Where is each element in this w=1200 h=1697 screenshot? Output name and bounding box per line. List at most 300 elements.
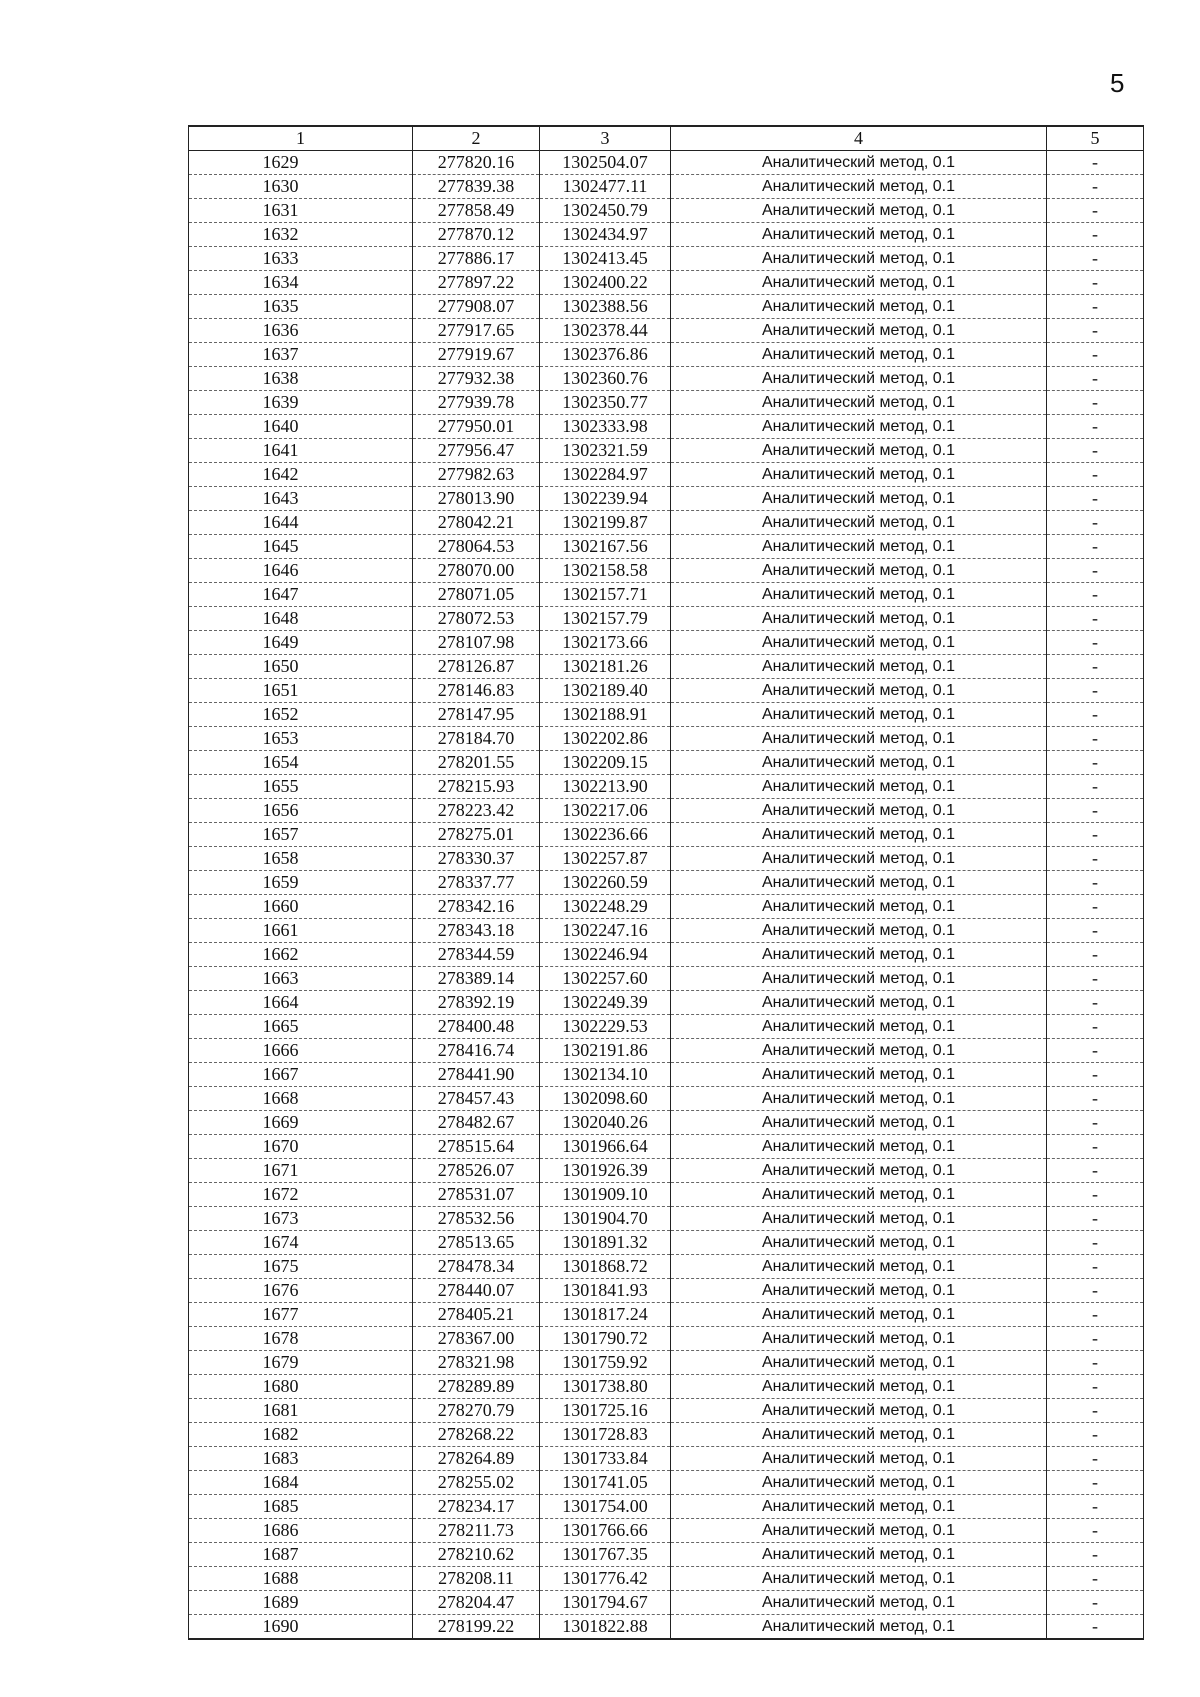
method-cell: Аналитический метод, 0.1: [671, 1303, 1047, 1327]
coordinate-y: 1301741.05: [540, 1471, 671, 1495]
table-row: [189, 1183, 1144, 1207]
point-number: 1686: [189, 1519, 413, 1543]
coordinate-y: 1301754.00: [540, 1495, 671, 1519]
coordinate-y: 1301841.93: [540, 1279, 671, 1303]
note-cell: -: [1047, 1327, 1144, 1351]
method-cell: Аналитический метод, 0.1: [671, 1591, 1047, 1615]
point-number: 1652: [189, 703, 413, 727]
coordinate-x: 278400.48: [413, 1015, 540, 1039]
coordinate-y: 1302260.59: [540, 871, 671, 895]
coordinate-x: 278126.87: [413, 655, 540, 679]
method-cell: Аналитический метод, 0.1: [671, 655, 1047, 679]
coordinate-y: 1302248.29: [540, 895, 671, 919]
note-cell: -: [1047, 967, 1144, 991]
coordinate-y: 1302173.66: [540, 631, 671, 655]
coordinate-x: 278264.89: [413, 1447, 540, 1471]
note-cell: -: [1047, 223, 1144, 247]
note-cell: -: [1047, 511, 1144, 535]
table-row: [189, 367, 1144, 391]
coordinate-x: 277886.17: [413, 247, 540, 271]
point-number: 1688: [189, 1567, 413, 1591]
coordinate-x: 278211.73: [413, 1519, 540, 1543]
note-cell: -: [1047, 1207, 1144, 1231]
table-row: [189, 1159, 1144, 1183]
header-col-3: 3: [540, 126, 671, 151]
coordinate-x: 278457.43: [413, 1087, 540, 1111]
method-cell: Аналитический метод, 0.1: [671, 991, 1047, 1015]
method-cell: Аналитический метод, 0.1: [671, 919, 1047, 943]
coordinate-y: 1302157.71: [540, 583, 671, 607]
point-number: 1660: [189, 895, 413, 919]
method-cell: Аналитический метод, 0.1: [671, 823, 1047, 847]
coordinate-y: 1301767.35: [540, 1543, 671, 1567]
coordinate-y: 1302167.56: [540, 535, 671, 559]
table-row: [189, 295, 1144, 319]
method-cell: Аналитический метод, 0.1: [671, 559, 1047, 583]
table-row: [189, 271, 1144, 295]
coordinate-x: 278204.47: [413, 1591, 540, 1615]
coordinate-x: 278330.37: [413, 847, 540, 871]
table-row: [189, 1351, 1144, 1375]
coordinate-x: 277956.47: [413, 439, 540, 463]
coordinate-y: 1302098.60: [540, 1087, 671, 1111]
note-cell: -: [1047, 1447, 1144, 1471]
table-row: [189, 607, 1144, 631]
coordinate-x: 278071.05: [413, 583, 540, 607]
note-cell: -: [1047, 1519, 1144, 1543]
method-cell: Аналитический метод, 0.1: [671, 1087, 1047, 1111]
note-cell: -: [1047, 871, 1144, 895]
table-row: [189, 1495, 1144, 1519]
method-cell: Аналитический метод, 0.1: [671, 751, 1047, 775]
note-cell: -: [1047, 343, 1144, 367]
header-col-2: 2: [413, 126, 540, 151]
coordinate-y: 1302413.45: [540, 247, 671, 271]
point-number: 1654: [189, 751, 413, 775]
coordinate-x: 278343.18: [413, 919, 540, 943]
point-number: 1678: [189, 1327, 413, 1351]
coordinate-y: 1302249.39: [540, 991, 671, 1015]
coordinate-x: 278440.07: [413, 1279, 540, 1303]
note-cell: -: [1047, 535, 1144, 559]
point-number: 1661: [189, 919, 413, 943]
table-row: [189, 559, 1144, 583]
note-cell: -: [1047, 1159, 1144, 1183]
method-cell: Аналитический метод, 0.1: [671, 511, 1047, 535]
table-row: [189, 1615, 1144, 1640]
table-row: [189, 703, 1144, 727]
point-number: 1644: [189, 511, 413, 535]
table-row: [189, 655, 1144, 679]
method-cell: Аналитический метод, 0.1: [671, 943, 1047, 967]
point-number: 1677: [189, 1303, 413, 1327]
point-number: 1642: [189, 463, 413, 487]
table-row: [189, 487, 1144, 511]
point-number: 1657: [189, 823, 413, 847]
method-cell: Аналитический метод, 0.1: [671, 631, 1047, 655]
note-cell: -: [1047, 559, 1144, 583]
table-row: [189, 1327, 1144, 1351]
table-row: [189, 1231, 1144, 1255]
point-number: 1645: [189, 535, 413, 559]
table-row: [189, 343, 1144, 367]
note-cell: -: [1047, 439, 1144, 463]
coordinate-x: 278107.98: [413, 631, 540, 655]
method-cell: Аналитический метод, 0.1: [671, 703, 1047, 727]
coordinate-y: 1302434.97: [540, 223, 671, 247]
coordinate-x: 278223.42: [413, 799, 540, 823]
point-number: 1656: [189, 799, 413, 823]
point-number: 1662: [189, 943, 413, 967]
method-cell: Аналитический метод, 0.1: [671, 295, 1047, 319]
table-row: [189, 631, 1144, 655]
coordinate-x: 278146.83: [413, 679, 540, 703]
coordinate-y: 1302157.79: [540, 607, 671, 631]
note-cell: -: [1047, 1567, 1144, 1591]
coordinate-x: 278416.74: [413, 1039, 540, 1063]
note-cell: -: [1047, 847, 1144, 871]
table-row: [189, 319, 1144, 343]
coordinate-x: 277932.38: [413, 367, 540, 391]
method-cell: Аналитический метод, 0.1: [671, 1159, 1047, 1183]
method-cell: Аналитический метод, 0.1: [671, 1135, 1047, 1159]
table-row: [189, 1279, 1144, 1303]
point-number: 1674: [189, 1231, 413, 1255]
coordinate-x: 277982.63: [413, 463, 540, 487]
coordinate-y: 1302229.53: [540, 1015, 671, 1039]
note-cell: -: [1047, 895, 1144, 919]
point-number: 1629: [189, 151, 413, 175]
method-cell: Аналитический метод, 0.1: [671, 343, 1047, 367]
table-header-row: [189, 126, 1144, 151]
point-number: 1638: [189, 367, 413, 391]
coordinate-y: 1302477.11: [540, 175, 671, 199]
note-cell: -: [1047, 1111, 1144, 1135]
coordinate-y: 1302202.86: [540, 727, 671, 751]
coordinate-y: 1302134.10: [540, 1063, 671, 1087]
method-cell: Аналитический метод, 0.1: [671, 487, 1047, 511]
coordinate-y: 1301728.83: [540, 1423, 671, 1447]
header-col-4: 4: [671, 126, 1047, 151]
coordinate-y: 1301766.66: [540, 1519, 671, 1543]
table-row: [189, 799, 1144, 823]
note-cell: -: [1047, 799, 1144, 823]
method-cell: Аналитический метод, 0.1: [671, 1039, 1047, 1063]
method-cell: Аналитический метод, 0.1: [671, 319, 1047, 343]
point-number: 1655: [189, 775, 413, 799]
coordinate-y: 1302247.16: [540, 919, 671, 943]
note-cell: -: [1047, 1231, 1144, 1255]
method-cell: Аналитический метод, 0.1: [671, 439, 1047, 463]
table-row: [189, 871, 1144, 895]
point-number: 1646: [189, 559, 413, 583]
coordinate-y: 1301966.64: [540, 1135, 671, 1159]
coordinate-y: 1302189.40: [540, 679, 671, 703]
coordinate-x: 277939.78: [413, 391, 540, 415]
point-number: 1670: [189, 1135, 413, 1159]
method-cell: Аналитический метод, 0.1: [671, 607, 1047, 631]
note-cell: -: [1047, 679, 1144, 703]
method-cell: Аналитический метод, 0.1: [671, 151, 1047, 175]
note-cell: -: [1047, 367, 1144, 391]
note-cell: -: [1047, 1543, 1144, 1567]
table-row: [189, 415, 1144, 439]
table-row: [189, 943, 1144, 967]
table-row: [189, 967, 1144, 991]
coordinate-y: 1302284.97: [540, 463, 671, 487]
point-number: 1640: [189, 415, 413, 439]
table-row: [189, 247, 1144, 271]
coordinate-x: 278215.93: [413, 775, 540, 799]
table-row: [189, 1039, 1144, 1063]
note-cell: -: [1047, 583, 1144, 607]
point-number: 1671: [189, 1159, 413, 1183]
coordinate-x: 278064.53: [413, 535, 540, 559]
method-cell: Аналитический метод, 0.1: [671, 535, 1047, 559]
note-cell: -: [1047, 703, 1144, 727]
coordinate-x: 278275.01: [413, 823, 540, 847]
coordinate-y: 1302321.59: [540, 439, 671, 463]
note-cell: -: [1047, 919, 1144, 943]
table-row: [189, 1423, 1144, 1447]
note-cell: -: [1047, 1135, 1144, 1159]
method-cell: Аналитический метод, 0.1: [671, 1519, 1047, 1543]
point-number: 1681: [189, 1399, 413, 1423]
coordinate-y: 1301904.70: [540, 1207, 671, 1231]
note-cell: -: [1047, 1423, 1144, 1447]
coordinate-x: 277908.07: [413, 295, 540, 319]
point-number: 1659: [189, 871, 413, 895]
table-row: [189, 919, 1144, 943]
header-col-1: 1: [189, 126, 413, 151]
point-number: 1683: [189, 1447, 413, 1471]
method-cell: Аналитический метод, 0.1: [671, 1015, 1047, 1039]
coordinate-y: 1301868.72: [540, 1255, 671, 1279]
coordinate-x: 278199.22: [413, 1615, 540, 1640]
coordinate-x: 278210.62: [413, 1543, 540, 1567]
method-cell: Аналитический метод, 0.1: [671, 247, 1047, 271]
table-row: [189, 1519, 1144, 1543]
table-row: [189, 463, 1144, 487]
table-row: [189, 223, 1144, 247]
coordinate-x: 278289.89: [413, 1375, 540, 1399]
table-row: [189, 1543, 1144, 1567]
note-cell: -: [1047, 1063, 1144, 1087]
point-number: 1672: [189, 1183, 413, 1207]
coordinate-y: 1301926.39: [540, 1159, 671, 1183]
method-cell: Аналитический метод, 0.1: [671, 223, 1047, 247]
point-number: 1673: [189, 1207, 413, 1231]
coordinate-x: 278072.53: [413, 607, 540, 631]
method-cell: Аналитический метод, 0.1: [671, 1543, 1047, 1567]
note-cell: -: [1047, 463, 1144, 487]
point-number: 1648: [189, 607, 413, 631]
coordinate-y: 1302376.86: [540, 343, 671, 367]
coordinate-y: 1302400.22: [540, 271, 671, 295]
coordinate-y: 1301817.24: [540, 1303, 671, 1327]
point-number: 1687: [189, 1543, 413, 1567]
method-cell: Аналитический метод, 0.1: [671, 1207, 1047, 1231]
method-cell: Аналитический метод, 0.1: [671, 199, 1047, 223]
point-number: 1669: [189, 1111, 413, 1135]
point-number: 1637: [189, 343, 413, 367]
coordinate-y: 1302504.07: [540, 151, 671, 175]
coordinate-x: 278478.34: [413, 1255, 540, 1279]
note-cell: -: [1047, 823, 1144, 847]
coordinate-x: 278441.90: [413, 1063, 540, 1087]
coordinate-x: 277917.65: [413, 319, 540, 343]
coordinate-x: 278270.79: [413, 1399, 540, 1423]
note-cell: -: [1047, 607, 1144, 631]
table-row: [189, 1111, 1144, 1135]
point-number: 1665: [189, 1015, 413, 1039]
point-number: 1685: [189, 1495, 413, 1519]
header-col-5: 5: [1047, 126, 1144, 151]
coordinate-y: 1302388.56: [540, 295, 671, 319]
coordinate-y: 1301794.67: [540, 1591, 671, 1615]
coordinate-y: 1301909.10: [540, 1183, 671, 1207]
table-row: [189, 823, 1144, 847]
point-number: 1690: [189, 1615, 413, 1640]
method-cell: Аналитический метод, 0.1: [671, 799, 1047, 823]
coordinate-y: 1302239.94: [540, 487, 671, 511]
method-cell: Аналитический метод, 0.1: [671, 367, 1047, 391]
coordinate-y: 1302246.94: [540, 943, 671, 967]
method-cell: Аналитический метод, 0.1: [671, 1375, 1047, 1399]
method-cell: Аналитический метод, 0.1: [671, 1423, 1047, 1447]
note-cell: -: [1047, 1375, 1144, 1399]
coordinate-y: 1302199.87: [540, 511, 671, 535]
table-row: [189, 727, 1144, 751]
point-number: 1676: [189, 1279, 413, 1303]
coordinate-x: 278392.19: [413, 991, 540, 1015]
method-cell: Аналитический метод, 0.1: [671, 1063, 1047, 1087]
note-cell: -: [1047, 631, 1144, 655]
coordinate-x: 277820.16: [413, 151, 540, 175]
method-cell: Аналитический метод, 0.1: [671, 1615, 1047, 1640]
method-cell: Аналитический метод, 0.1: [671, 271, 1047, 295]
coordinate-x: 278344.59: [413, 943, 540, 967]
method-cell: Аналитический метод, 0.1: [671, 415, 1047, 439]
table-row: [189, 1591, 1144, 1615]
table-row: [189, 1063, 1144, 1087]
note-cell: -: [1047, 199, 1144, 223]
method-cell: Аналитический метод, 0.1: [671, 1399, 1047, 1423]
point-number: 1634: [189, 271, 413, 295]
note-cell: -: [1047, 247, 1144, 271]
method-cell: Аналитический метод, 0.1: [671, 175, 1047, 199]
page-number: 5: [1110, 68, 1125, 98]
coordinate-y: 1302158.58: [540, 559, 671, 583]
method-cell: Аналитический метод, 0.1: [671, 1183, 1047, 1207]
coordinate-x: 278070.00: [413, 559, 540, 583]
coordinate-x: 278321.98: [413, 1351, 540, 1375]
point-number: 1632: [189, 223, 413, 247]
method-cell: Аналитический метод, 0.1: [671, 391, 1047, 415]
note-cell: -: [1047, 319, 1144, 343]
point-number: 1650: [189, 655, 413, 679]
point-number: 1639: [189, 391, 413, 415]
coordinate-y: 1301759.92: [540, 1351, 671, 1375]
point-number: 1649: [189, 631, 413, 655]
method-cell: Аналитический метод, 0.1: [671, 1279, 1047, 1303]
coordinate-y: 1302181.26: [540, 655, 671, 679]
note-cell: -: [1047, 1015, 1144, 1039]
method-cell: Аналитический метод, 0.1: [671, 727, 1047, 751]
coordinate-y: 1301733.84: [540, 1447, 671, 1471]
coordinate-y: 1302209.15: [540, 751, 671, 775]
point-number: 1647: [189, 583, 413, 607]
note-cell: -: [1047, 1351, 1144, 1375]
point-number: 1633: [189, 247, 413, 271]
coordinate-x: 277919.67: [413, 343, 540, 367]
table-row: [189, 1255, 1144, 1279]
note-cell: -: [1047, 727, 1144, 751]
coordinate-x: 278405.21: [413, 1303, 540, 1327]
note-cell: -: [1047, 1255, 1144, 1279]
coordinate-y: 1301891.32: [540, 1231, 671, 1255]
coordinate-y: 1302360.76: [540, 367, 671, 391]
note-cell: -: [1047, 295, 1144, 319]
point-number: 1663: [189, 967, 413, 991]
table-row: [189, 511, 1144, 535]
coordinate-x: 278532.56: [413, 1207, 540, 1231]
method-cell: Аналитический метод, 0.1: [671, 463, 1047, 487]
point-number: 1680: [189, 1375, 413, 1399]
method-cell: Аналитический метод, 0.1: [671, 847, 1047, 871]
point-number: 1679: [189, 1351, 413, 1375]
method-cell: Аналитический метод, 0.1: [671, 1255, 1047, 1279]
note-cell: -: [1047, 487, 1144, 511]
point-number: 1666: [189, 1039, 413, 1063]
coordinate-y: 1301725.16: [540, 1399, 671, 1423]
table-row: [189, 151, 1144, 175]
method-cell: Аналитический метод, 0.1: [671, 895, 1047, 919]
note-cell: -: [1047, 943, 1144, 967]
note-cell: -: [1047, 1303, 1144, 1327]
note-cell: -: [1047, 991, 1144, 1015]
point-number: 1658: [189, 847, 413, 871]
table-row: [189, 1207, 1144, 1231]
table-row: [189, 775, 1144, 799]
coordinate-y: 1302213.90: [540, 775, 671, 799]
coordinate-y: 1301822.88: [540, 1615, 671, 1640]
point-number: 1641: [189, 439, 413, 463]
point-number: 1635: [189, 295, 413, 319]
coordinate-y: 1302450.79: [540, 199, 671, 223]
point-number: 1667: [189, 1063, 413, 1087]
table-row: [189, 1447, 1144, 1471]
point-number: 1675: [189, 1255, 413, 1279]
method-cell: Аналитический метод, 0.1: [671, 1471, 1047, 1495]
method-cell: Аналитический метод, 0.1: [671, 967, 1047, 991]
method-cell: Аналитический метод, 0.1: [671, 1495, 1047, 1519]
table-row: [189, 1015, 1144, 1039]
coordinates-table: [188, 125, 1144, 1640]
coordinate-x: 277897.22: [413, 271, 540, 295]
coordinate-y: 1301790.72: [540, 1327, 671, 1351]
coordinate-x: 278268.22: [413, 1423, 540, 1447]
coordinate-x: 278042.21: [413, 511, 540, 535]
coordinate-y: 1302188.91: [540, 703, 671, 727]
point-number: 1653: [189, 727, 413, 751]
table-row: [189, 439, 1144, 463]
coordinate-x: 278526.07: [413, 1159, 540, 1183]
point-number: 1636: [189, 319, 413, 343]
coordinate-y: 1302333.98: [540, 415, 671, 439]
note-cell: -: [1047, 1039, 1144, 1063]
note-cell: -: [1047, 1399, 1144, 1423]
